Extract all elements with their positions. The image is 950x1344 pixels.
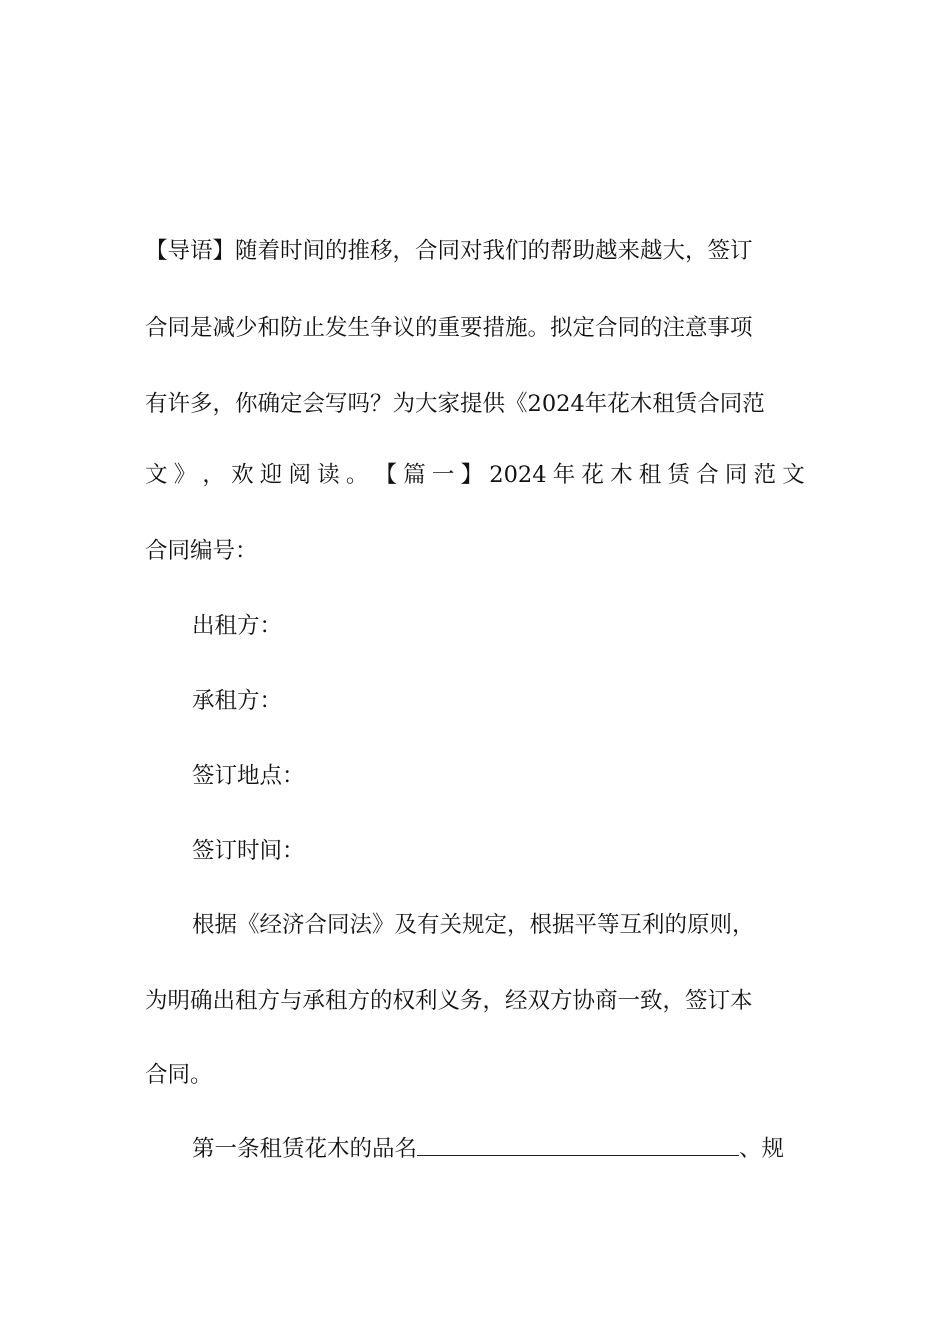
article-1-suffix: 、规 xyxy=(739,1136,785,1162)
lessee-label: 承租方： xyxy=(192,688,283,714)
intro-line-3: 有许多，你确定会写吗？为大家提供《2024年花木租赁合同范 xyxy=(145,391,765,417)
article-1-line xyxy=(192,1134,805,1164)
intro-char: 文 xyxy=(145,462,168,488)
intro-line-1: 【导语】随着时间的推移，合同对我们的帮助越来越大，签订 xyxy=(145,238,753,264)
article-1-blank-field xyxy=(417,1137,739,1156)
intro-char: 迎 xyxy=(259,462,283,488)
intro-line-4 xyxy=(145,460,805,490)
intro-char: 欢 xyxy=(231,462,254,488)
intro-char: 年 xyxy=(552,462,576,488)
basis-line-2: 为明确出租方与承租方的权利义务，经双方协商一致，签订本 xyxy=(145,988,753,1014)
basis-line-1: 根据《经济合同法》及有关规定，根据平等互利的原则， xyxy=(192,912,755,938)
intro-char: 花 xyxy=(581,462,604,488)
intro-char: 租 xyxy=(638,462,662,488)
intro-char: 文 xyxy=(782,462,805,488)
intro-char: 【 xyxy=(374,462,398,488)
intro-char: 合 xyxy=(696,462,719,488)
intro-char: 木 xyxy=(610,462,633,488)
intro-char: 。 xyxy=(345,462,369,488)
intro-char: 范 xyxy=(753,462,777,488)
intro-char: 同 xyxy=(724,462,748,488)
intro-char: 篇 xyxy=(403,462,426,488)
contract-number-label: 合同编号： xyxy=(145,538,258,564)
intro-char: 一 xyxy=(431,462,455,488)
intro-char: 》 xyxy=(173,462,197,488)
article-1-prefix: 第一条租赁花木的品名 xyxy=(192,1136,418,1162)
lessor-label: 出租方： xyxy=(192,613,283,639)
basis-line-3: 合同。 xyxy=(145,1062,213,1088)
intro-char: 读 xyxy=(317,462,340,488)
intro-line-2: 合同是减少和防止发生争议的重要措施。拟定合同的注意事项 xyxy=(145,315,753,341)
sign-time-label: 签订时间： xyxy=(192,838,305,864)
intro-char: 阅 xyxy=(288,462,311,488)
sign-place-label: 签订地点： xyxy=(192,763,305,789)
intro-char: 】 xyxy=(460,462,484,488)
intro-char: 赁 xyxy=(667,462,690,488)
intro-char: ， xyxy=(202,462,225,488)
intro-char: 2024 xyxy=(489,462,547,488)
